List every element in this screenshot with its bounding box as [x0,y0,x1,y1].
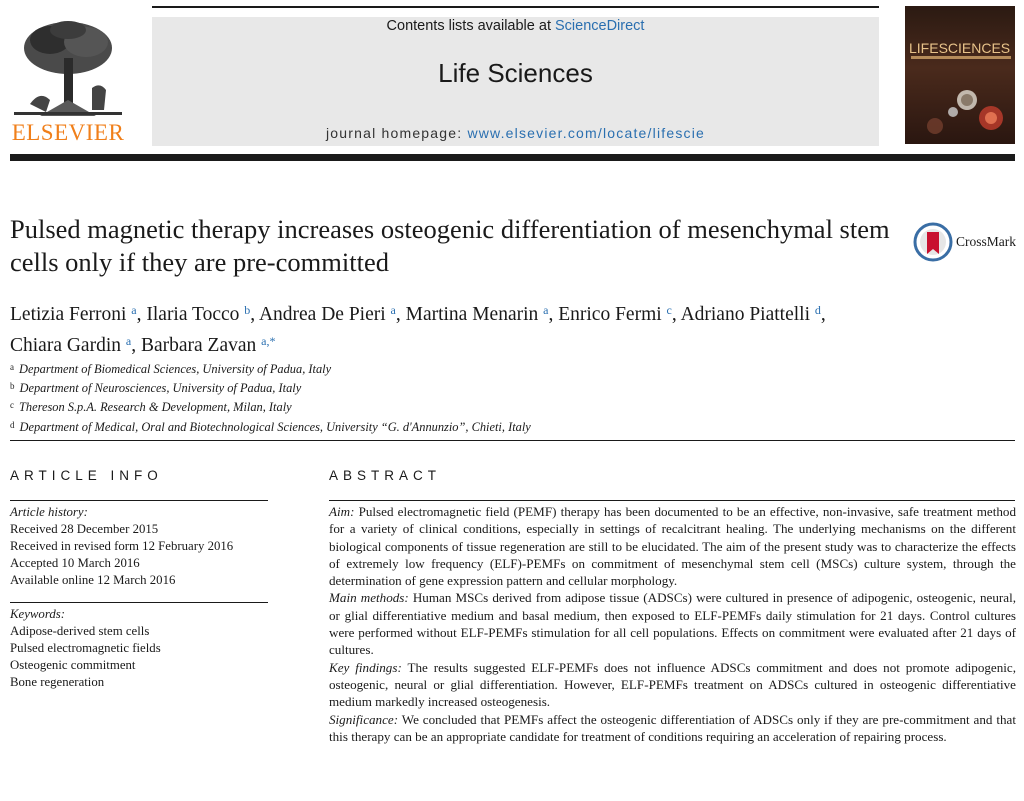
affiliation-mark: c [10,400,14,411]
journal-cover-thumbnail[interactable] [905,6,1015,144]
author-name[interactable]: Barbara Zavan [140,335,257,356]
author-affiliation-mark[interactable]: a,* [261,334,276,348]
affiliation-text: Thereson S.p.A. Research & Development, Milan, Italy [19,400,292,415]
affiliation-text: Department of Biomedical Sciences, University of Padua, Italy [19,362,332,376]
cover-title: LIFESCIENCES [909,40,1011,56]
homepage-line [152,125,879,141]
abstract-section-text: Human MSCs derived from adipose tissue (ADSCs) were cultured in presence of adipogenic, osteogenic, neural, or glial differentiative medium and basal medium, then exposed to ELF-PEMFs daily stimulation for 21 days. Control cultures were performed without ELF-PEMFs stimulation for all cell populations. Effects on commitment were evaluated after 21 days of cultures. [329,590,1016,658]
section-divider [10,440,1015,441]
affiliation-mark: b [10,381,15,392]
abstract-section-label: Key findings: [329,659,402,675]
affiliation-item [10,397,1010,416]
affiliation-item [10,359,1010,378]
abstract-section-label: Main methods: [329,590,409,606]
article-title: Pulsed magnetic therapy increases osteogenic differentiation of mesenchymal stem cells only if they are pre-committed [10,214,890,277]
abstract-section [329,589,1016,658]
sciencedirect-link[interactable]: ScienceDirect [555,18,645,34]
affiliation-item [10,378,1010,397]
author-affiliation-mark[interactable]: b [244,303,251,317]
history-item: Received 28 December 2015 [10,522,159,536]
article-history-items [10,521,268,589]
keyword-item: Bone regeneration [10,675,105,689]
homepage-prefix: journal homepage: [325,125,468,141]
article-info-heading: ARTICLE INFO [10,468,163,483]
abstract-section-text: Pulsed electromagnetic field (PEMF) therapy has been documented to be an effective, non-invasive, safe treatment method for a variety of clinical conditions, especially in settings of recalcitrant healing. The underlying mechanisms on the different biological components of tissue regeneration are still to be elucidated. The aim of the present study was to characterize the effects of extremely low frequency (ELF)-PEMFs on commitment of mesenchymal stem cell (MSCs) culture system, through the determination of gene expression pattern and cellular morphology. [329,504,1016,589]
abstract-section-label: Aim: [329,504,355,519]
affiliation-text: Department of Neurosciences, University of Padua, Italy [19,381,302,396]
author-affiliation-mark[interactable]: a [131,303,137,317]
affiliation-mark: a [10,362,14,372]
abstract-section-label: Significance: [329,711,399,727]
author-affiliation-mark[interactable]: d [814,303,821,317]
keyword-items [10,623,268,691]
author-affiliation-mark[interactable]: a [125,334,132,348]
cover-subtitle-bar [911,56,1011,59]
author-affiliation-mark[interactable]: a [390,303,396,317]
abstract-section-text: The results suggested ELF-PEMFs does not influence ADSCs commitment and does not promote adipogenic, osteogenic, neural or glial differentiation. However, ELF-PEMFs treatment on ADSCs cultured in osteogenic differentiative medium markedly increased osteogenesis. [329,659,1017,710]
crossmark-label[interactable]: CrossMark [956,234,1016,249]
keywords-label: Keywords: [10,607,65,621]
author-name[interactable]: Letizia Ferroni [10,304,127,325]
author-affiliation-mark[interactable]: a [543,303,549,317]
affiliation-mark: d [10,419,15,430]
author-name[interactable]: Martina Menarin [405,304,539,325]
elsevier-wordmark: ELSEVIER [11,120,125,145]
elsevier-tree-logo [10,18,126,118]
header-top-rule [152,6,879,8]
homepage-url-link[interactable]: www.elsevier.com/locate/lifescie [467,125,706,141]
abstract-section [329,503,1016,589]
author-name[interactable]: Ilaria Tocco [146,304,240,325]
history-item: Received in revised form 12 February 2016 [10,539,234,553]
crossmark-icon[interactable] [913,222,953,262]
author-name[interactable]: Enrico Fermi [558,304,662,325]
author-name[interactable]: Chiara Gardin [10,335,122,356]
abstract-section [329,711,1016,746]
abstract-body [329,503,1016,745]
keyword-item: Pulsed electromagnetic fields [10,641,161,655]
article-history [10,504,268,589]
abstract-section-text: We concluded that PEMFs affect the osteogenic differentiation of ADSCs only if they are pre-commitment and that this therapy can be an appropriate candidate for treatment of conditions requiring an acceleration of repairing process. [329,711,1016,744]
article-info-rule [10,500,268,501]
contents-line [152,18,879,34]
keywords-rule [10,602,268,603]
author-affiliation-mark[interactable]: c [666,303,672,317]
history-item: Accepted 10 March 2016 [10,556,140,570]
author-name[interactable]: Andrea De Pieri [258,304,386,325]
cover-art [905,66,1015,144]
author-name[interactable]: Adriano Piattelli [680,304,810,325]
affiliation-list [10,359,1010,436]
keyword-item: Adipose-derived stem cells [10,624,150,638]
affiliation-item [10,417,1010,436]
article-history-label: Article history: [10,505,88,519]
abstract-rule [329,500,1015,501]
keyword-item: Osteogenic commitment [10,658,136,672]
affiliation-text: Department of Medical, Oral and Biotechnological Sciences, University “G. d'Annunzio”, Chieti, Italy [19,419,531,434]
journal-name: Life Sciences [438,58,593,88]
history-item: Available online 12 March 2016 [10,573,176,587]
abstract-section [329,659,1016,711]
contents-prefix: Contents lists available at [386,18,555,34]
abstract-heading: ABSTRACT [329,468,442,483]
author-list: Letizia Ferroni $^a$, Ilaria Tocco $^b$, Andrea De Pieri $^a$, Martina Menarin $^a$, Enrico Fermi $^c$, Adriano Piattelli $^d$, Chiara Gardin $^a$, Barbara Zavan $^{a,*}$ [10,303,826,356]
header-thick-rule [10,154,1015,161]
keywords-block [10,606,268,691]
